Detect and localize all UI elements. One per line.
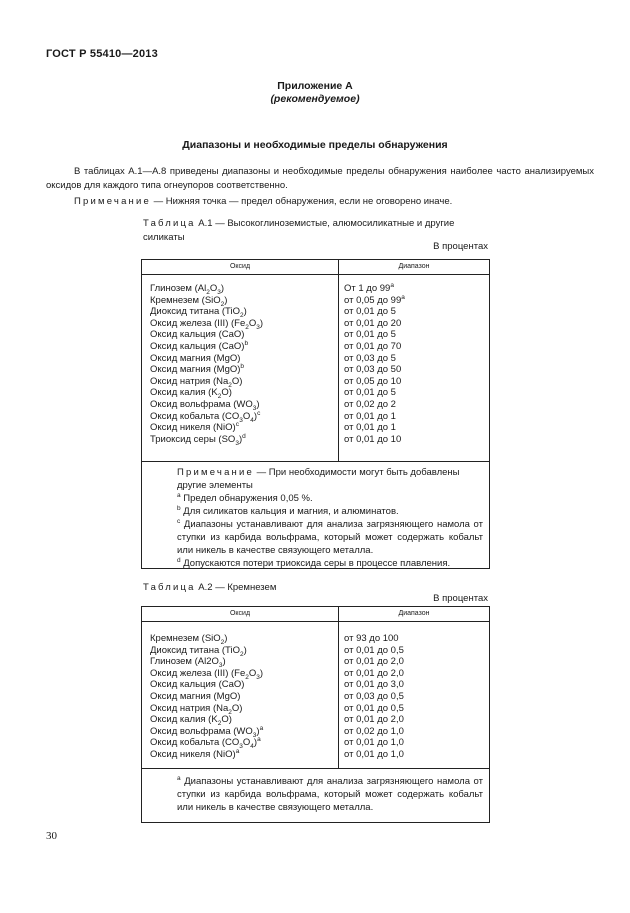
table-row (142, 376, 489, 388)
table-row (142, 656, 489, 668)
table-row (142, 645, 489, 657)
range-cell: от 0,03 до 5 (344, 352, 396, 364)
oxide-cell: Оксид калия $(K_2O)$ (150, 714, 232, 728)
table-row (142, 749, 489, 761)
footnote (149, 492, 483, 505)
oxide-cell: Оксид железа (III) $(Fe_2O_3)$ (150, 667, 264, 681)
footnote (149, 775, 483, 814)
table1-footnotes (149, 492, 483, 570)
table1-body (142, 283, 489, 445)
range-cell: от 0,03 до 50 (344, 364, 402, 376)
oxide-cell: Оксид кальция (CaO) (150, 329, 245, 341)
footnote-text: Для силикатов кальция и магния, и алюминатов. (180, 506, 399, 517)
footnote-text: Диапазоны устанавливают для анализа загрязняющего намола от ступки из карбида вольфрама, который может содержать кобальт или никель в качестве связующего металла. (177, 519, 483, 556)
range-cell: от 0,01 до 70 (344, 340, 402, 352)
oxide-cell: Оксид кобальта $(CO_3O_4)^c$ (150, 409, 261, 424)
range-cell: от 0,01 до 1 (344, 422, 396, 434)
oxide-cell: Оксид вольфрама $(WO_3)^a$ (150, 724, 264, 739)
table-row (142, 387, 489, 399)
footnote-mark: c (177, 517, 181, 525)
range-cell: от 0,01 до 1 (344, 410, 396, 422)
footnote-text: Предел обнаружения 0,05 %. (180, 493, 313, 504)
table-row (142, 364, 489, 376)
table-row (142, 318, 489, 330)
table-row (142, 691, 489, 703)
appendix-subtitle: (рекомендуемое) (270, 93, 360, 105)
range-cell: от 0,01 до 1,0 (344, 748, 404, 760)
range-cell: от 0,05 до 10 (344, 375, 402, 387)
note-label: Примечание (74, 196, 151, 207)
document-code: ГОСТ Р 55410—2013 (46, 48, 158, 60)
oxide-cell: Оксид кальция (CaO) (150, 679, 245, 691)
oxide-cell: Оксид никеля (NiO)$^c$ (150, 420, 239, 434)
range-cell: От 1 до 99$^a$ (344, 281, 394, 294)
table1-header-divider (142, 274, 489, 275)
oxide-cell: Оксид никеля (NiO)$^a$ (150, 747, 240, 760)
table-row (142, 306, 489, 318)
table-row (142, 353, 489, 365)
oxide-cell: Диоксид титана (TiO$_2$) (150, 644, 247, 658)
range-cell: от 0,01 до 5 (344, 387, 396, 399)
range-cell: от 0,01 до 2,0 (344, 714, 404, 726)
table2-caption (143, 581, 276, 595)
table-row (142, 399, 489, 411)
table2-header-range: Диапазон (398, 610, 430, 617)
table1-body-divider (142, 461, 489, 462)
table2-caption-text: А.2 — Кремнезем (195, 582, 277, 593)
oxide-cell: Оксид натрия $(Na_2O)$ (150, 702, 243, 716)
oxide-cell: Оксид магния (MgO) (150, 690, 241, 702)
table2-header-oxide: Оксид (229, 610, 251, 617)
table-row (142, 737, 489, 749)
table1-footer (149, 466, 483, 570)
footnote-text: Допускаются потери триоксида серы в процессе плавления. (180, 558, 451, 569)
range-cell: от 0,01 до 0,5 (344, 702, 404, 714)
table-row (142, 283, 489, 295)
footnote-mark: d (177, 556, 181, 564)
oxide-cell: Оксид натрия $(Na_2O)$ (150, 375, 243, 389)
range-cell: от 0,05 до 99$^a$ (344, 293, 405, 306)
oxide-cell: Оксид кобальта $(CO_3O_4)^a$ (150, 736, 261, 751)
footnote (149, 518, 483, 557)
table1 (141, 259, 490, 569)
range-cell: от 0,01 до 3,0 (344, 679, 404, 691)
range-cell: от 0,01 до 20 (344, 317, 402, 329)
footnote (149, 505, 483, 518)
table2-footer (149, 775, 483, 814)
range-cell: от 0,02 до 2 (344, 398, 396, 410)
oxide-cell: Диоксид титана (TiO$_2$) (150, 306, 247, 320)
range-cell: от 0,01 до 2,0 (344, 656, 404, 668)
table1-units: В процентах (433, 241, 488, 252)
range-cell: от 0,01 до 5 (344, 306, 396, 318)
intro-paragraph: В таблицах А.1—А.8 приведены диапазоны и необходимые пределы обнаружения наиболее часто анализируемых оксидов для каждого типа огнеупоров соответственно. (46, 166, 594, 191)
oxide-cell: Оксид кальция (CaO)$^b$ (150, 339, 249, 352)
table-row (142, 679, 489, 691)
section-title: Диапазоны и необходимые пределы обнаружения (182, 139, 448, 151)
oxide-cell: Кремнезем (SiO$_2$) (150, 294, 228, 308)
table2-header-divider (142, 621, 489, 622)
table1-note (149, 466, 483, 492)
table-row (142, 633, 489, 645)
range-cell: от 0,01 до 10 (344, 433, 402, 445)
footnote-mark: a (177, 774, 181, 782)
table1-note-label: Примечание (177, 467, 254, 478)
table2-body (142, 633, 489, 761)
table2 (141, 606, 490, 823)
range-cell: от 0,02 до 1,0 (344, 725, 404, 737)
table1-label: Таблица (143, 218, 196, 229)
oxide-cell: Глинозем $(Al_2O_3)$ (150, 283, 225, 296)
oxide-cell: Оксид магния (MgO) (150, 352, 241, 364)
table-row (142, 726, 489, 738)
footnote-text: Диапазоны устанавливают для анализа загрязняющего намола от ступки из карбида вольфрама, который может содержать кобальт или никель в качестве связующего металла. (177, 776, 483, 813)
table-row (142, 422, 489, 434)
table-row (142, 329, 489, 341)
table-row (142, 668, 489, 680)
table2-label: Таблица (143, 582, 196, 593)
table2-footnotes (149, 775, 483, 814)
oxide-cell: Оксид магния (MgO)$^b$ (150, 363, 245, 376)
range-cell: от 0,01 до 2,0 (344, 667, 404, 679)
oxide-cell: Оксид калия $(K_2O)$ (150, 387, 232, 401)
table-row (142, 703, 489, 715)
appendix-title: Приложение А (277, 80, 353, 92)
footnote (149, 557, 483, 570)
table1-note-text: — При необходимости могут быть добавлены другие элементы (177, 467, 460, 491)
page-number: 30 (46, 830, 57, 842)
table-row (142, 714, 489, 726)
table-row (142, 295, 489, 307)
range-cell: от 0,01 до 1,0 (344, 737, 404, 749)
oxide-cell: Кремнезем (SiO$_2$) (150, 633, 228, 646)
table2-units: В процентах (433, 593, 488, 604)
footnote-mark: a (177, 491, 181, 499)
table-row (142, 434, 489, 446)
range-cell: от 0,03 до 0,5 (344, 690, 404, 702)
table1-header-range: Диапазон (398, 263, 430, 270)
table2-body-divider (142, 768, 489, 769)
range-cell: от 0,01 до 0,5 (344, 644, 404, 656)
note (74, 195, 452, 209)
table1-caption-text: А.1 — Высокоглиноземистые, алюмосиликатные и другие силикаты (143, 218, 455, 243)
footnote-mark: b (177, 504, 181, 512)
oxide-cell: Оксид железа (III) $(Fe_2O_3)$ (150, 317, 264, 331)
oxide-cell: Глинозем $(Al2O_3)$ (150, 656, 226, 670)
table1-header-oxide: Оксид (229, 263, 251, 270)
oxide-cell: Оксид вольфрама $(WO_3)$ (150, 398, 260, 412)
range-cell: от 93 до 100 (344, 633, 399, 644)
table-row (142, 341, 489, 353)
table-row (142, 411, 489, 423)
note-text: — Нижняя точка — предел обнаружения, если не оговорено иначе. (151, 196, 453, 207)
range-cell: от 0,01 до 5 (344, 329, 396, 341)
oxide-cell: Триоксид серы $(SO_3)^d$ (150, 432, 246, 447)
